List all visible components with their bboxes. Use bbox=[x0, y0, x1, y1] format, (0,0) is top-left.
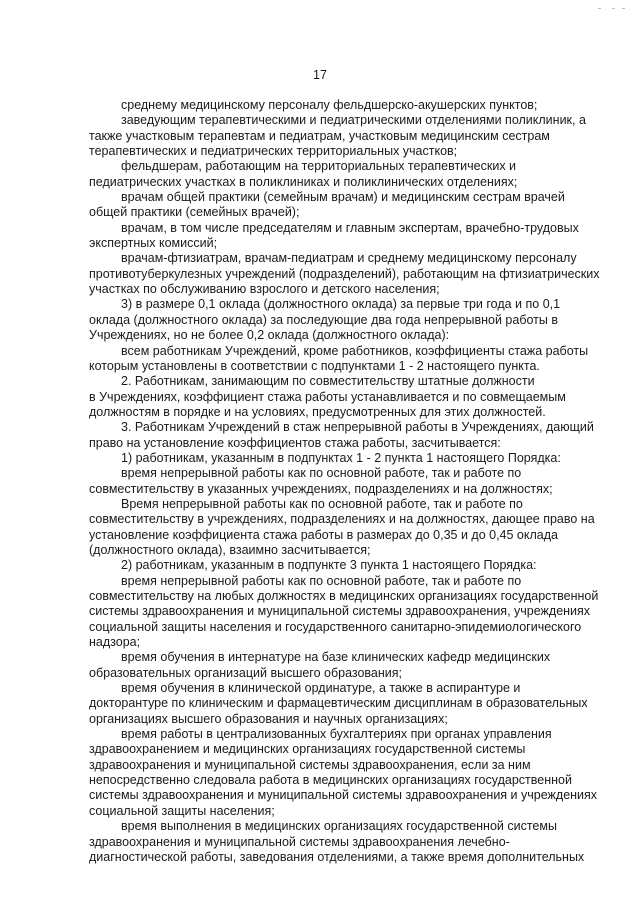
document-body bbox=[89, 98, 604, 865]
paragraph: 3) в размере 0,1 оклада (должностного оклада) за первые три года и по 0,1 оклада (должностного оклада) за последующие два года непрерывной работы в Учреждениях, но не более 0,2 оклада (должностного оклада): bbox=[89, 297, 561, 343]
paragraph: время выполнения в медицинских организациях государственной системы здравоохранения и муниципальной системы здравоохранения лечебно- диагностической работы, заведования отделениями, а также время дополнительных bbox=[89, 819, 585, 864]
paragraph: 3. Работникам Учреждений в стаж непрерывной работы в Учреждениях, дающий право на установление коэффициентов стажа работы, засчитывается: bbox=[89, 420, 594, 450]
scan-artifact bbox=[622, 8, 625, 9]
paragraph: время обучения в интернатуре на базе клинических кафедр медицинских образовательных организаций высшего образования; bbox=[89, 650, 551, 680]
paragraph: врачам общей практики (семейным врачам) и медицинским сестрам врачей общей практики (семейных врачей); bbox=[89, 190, 565, 220]
paragraph: всем работникам Учреждений, кроме работников, коэффициенты стажа работы которым установлены в соответствии с подпунктами 1 - 2 настоящего пункта. bbox=[89, 343, 589, 373]
paragraph: 1) работникам, указанным в подпунктах 1 - 2 пункта 1 настоящего Порядка: bbox=[121, 450, 561, 465]
paragraph: Время непрерывной работы как по основной работе, так и работе по совместительству в учреждениях, подразделениях и на должностях, дающее право на установление коэффициента стажа работы в размерах до 0,35 и до 0,45 оклада (должностного оклада), взаимно засчитывается; bbox=[89, 496, 595, 557]
paragraph: врачам-фтизиатрам, врачам-педиатрам и среднему медицинскому персоналу противотуберкулезных учреждений (подразделений), работающим на фтизиатрических участках по обслуживанию взрослого и детского населения; bbox=[89, 251, 600, 297]
scan-artifact bbox=[598, 8, 601, 9]
paragraph: время обучения в клинической ординатуре, а также в аспирантуре и докторантуре по клиническим и фармацевтическим дисциплинам в образовательных организациях высшего образования и научных организациях; bbox=[89, 681, 588, 726]
paragraph: время непрерывной работы как по основной работе, так и работе по совместительству на любых должностях в медицинских организациях государственной системы здравоохранения и муниципальной системы здравоохранения, учреждениях социальной защиты населения и государственного санитарно-эпидемиологического надзора; bbox=[89, 573, 599, 650]
paragraph: заведующим терапевтическими и педиатрическими отделениями поликлиник, а также участковым терапевтам и педиатрам, участковым медицинским сестрам терапевтических и педиатрических территориальных участков; bbox=[89, 113, 586, 159]
paragraph: врачам, в том числе председателям и главным экспертам, врачебно-трудовых экспертных комиссий; bbox=[89, 220, 579, 251]
paragraph: время работы в централизованных бухгалтериях при органах управления здравоохранением и медицинских организациях государственной системы здравоохранения и муниципальной системы здравоохранения, если за ним непосредственно следовала работа в медицинских организациях государственной системы здравоохранения и муниципальной системы здравоохранения и учреждениях социальной защиты населения; bbox=[89, 727, 598, 818]
paragraph: среднему медицинскому персоналу фельдшерско-акушерских пунктов; bbox=[121, 98, 538, 112]
scan-artifact bbox=[612, 8, 615, 9]
paragraph: фельдшерам, работающим на территориальных терапевтических и педиатрических участках в поликлиниках и поликлинических отделениях; bbox=[89, 159, 518, 189]
page-number: 17 bbox=[313, 68, 327, 82]
paragraph: время непрерывной работы как по основной работе, так и работе по совместительству в указанных учреждениях, подразделениях и на должностях; bbox=[89, 466, 553, 496]
paragraph: 2) работникам, указанным в подпункте 3 пункта 1 настоящего Порядка: bbox=[121, 558, 537, 573]
paragraph: 2. Работникам, занимающим по совместительству штатные должности в Учреждениях, коэффициент стажа работы устанавливается и по совмещаемым должностям в порядке и на условиях, предусмотренных для этих должностей. bbox=[89, 374, 566, 419]
